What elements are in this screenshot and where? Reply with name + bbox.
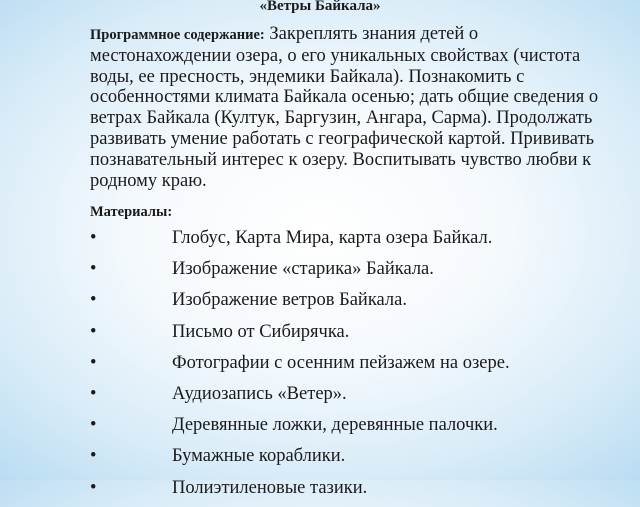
list-item-text: Изображение ветров Байкала. — [172, 290, 407, 311]
list-item-text: Деревянные ложки, деревянные палочки. — [172, 415, 498, 436]
bullet-icon: • — [90, 383, 97, 404]
list-item-text: Глобус, Карта Мира, карта озера Байкал. — [172, 228, 493, 248]
list-item-text: Письмо от Сибирячка. — [172, 321, 350, 342]
bullet-icon: • — [90, 259, 97, 280]
bullet-icon: • — [90, 477, 97, 498]
list-item-text: Аудиозапись «Ветер». — [172, 383, 347, 404]
bullet-icon: • — [90, 415, 97, 436]
program-content — [90, 24, 610, 191]
list-item-text: Изображение «старика» Байкала. — [172, 259, 434, 280]
list-item-text: Бумажные кораблики. — [172, 446, 346, 467]
slide-title: «Ветры Байкала» — [259, 0, 381, 14]
bullet-icon: • — [90, 446, 97, 467]
list-item-text: Полиэтиленовые тазики. — [172, 477, 368, 498]
bullet-icon: • — [90, 352, 97, 373]
program-text: Закреплять знания детей о местонахождении озера, о его уникальных свойствах (чистота воды, ее пресность, эндемики Байкала). Познакомить с особенностями климата Байкала осенью; дать общие сведения о ветрах Байкала (Култук, Баргузин, Ангара, Сарма). Продолжать развивать умение работать с географической картой. Прививать познавательный интерес к озеру. Воспитывать чувство любви к родному краю. — [90, 24, 599, 191]
bullet-icon: • — [90, 321, 97, 342]
program-label: Программное содержание: — [90, 27, 265, 43]
bullet-icon: • — [90, 228, 97, 248]
materials-label: Материалы: — [90, 204, 173, 220]
bullet-icon: • — [90, 290, 97, 311]
list-item-text: Фотографии с осенним пейзажем на озере. — [172, 352, 510, 373]
